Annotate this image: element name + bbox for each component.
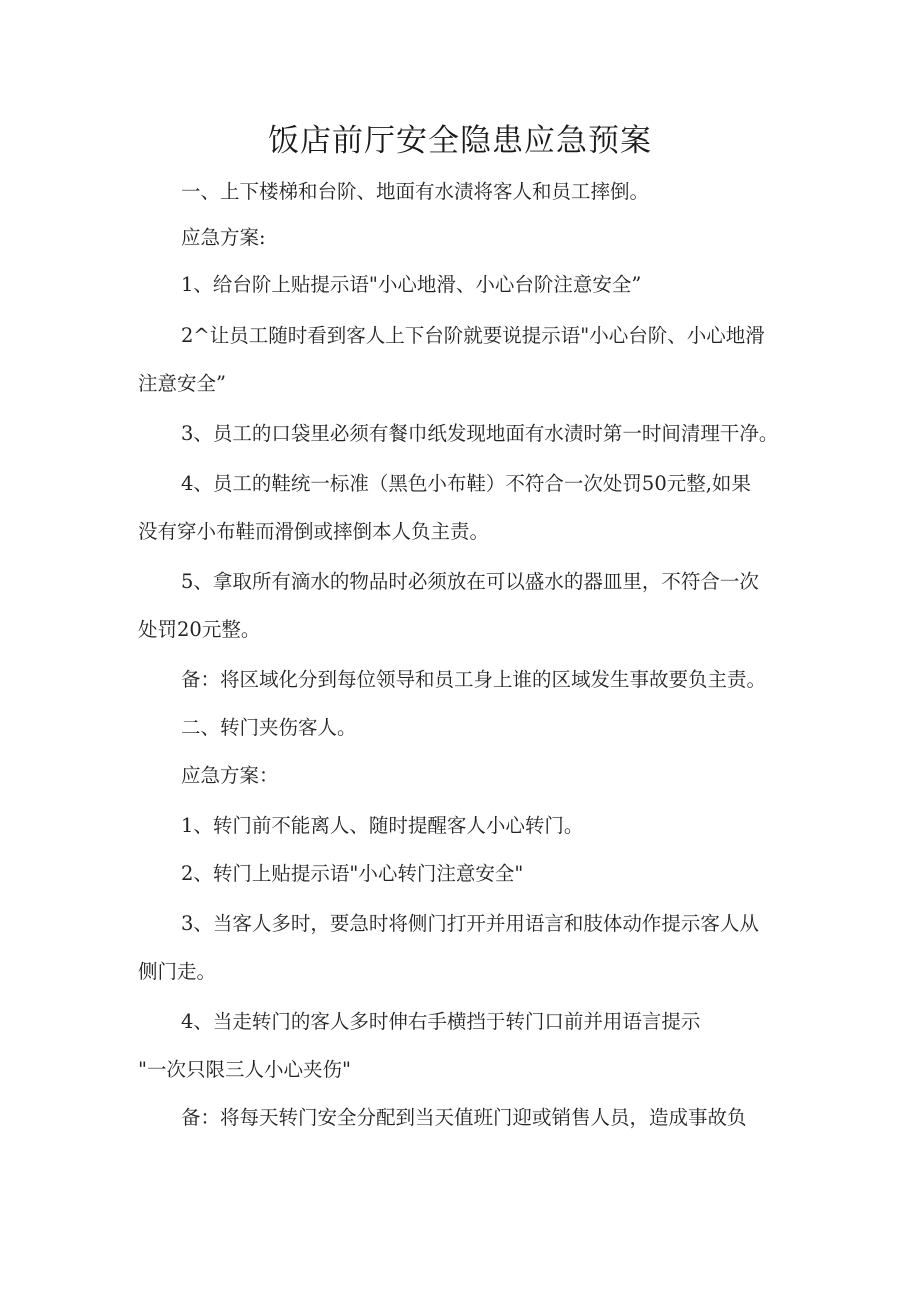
paragraph-4-line-1: 2^让员工随时看到客人上下台阶就要说提示语"小心台阶、小心地滑 <box>181 324 765 347</box>
paragraph-1: 一、上下楼梯和台阶、地面有水渍将客人和员工摔倒。 <box>181 180 650 203</box>
paragraph-7-line-1: 5、拿取所有滴水的物品时必须放在可以盛水的器皿里，不符合一次 <box>181 570 759 593</box>
paragraph-12: 2、转门上贴提示语"小心转门注意安全" <box>181 862 524 885</box>
paragraph-8: 备：将区域化分到每位领导和员工身上谁的区域发生事故要负主责。 <box>181 668 767 691</box>
paragraph-6-line-2: 没有穿小布鞋而滑倒或摔倒本人负主责。 <box>138 520 490 543</box>
paragraph-7-line-2: 处罚20元整。 <box>138 618 261 641</box>
paragraph-4-line-2: 注意安全” <box>138 372 226 395</box>
paragraph-6-line-1: 4、员工的鞋统一标准（黑色小布鞋）不符合一次处罚50元整,如果 <box>181 472 751 495</box>
paragraph-15: 备：将每天转门安全分配到当天值班门迎或销售人员，造成事故负 <box>181 1106 747 1129</box>
paragraph-13-line-2: 侧门走。 <box>138 960 217 983</box>
paragraph-14-line-1: 4、当走转门的客人多时伸右手横挡于转门口前并用语言提示 <box>181 1010 701 1033</box>
paragraph-5: 3、员工的口袋里必须有餐巾纸发现地面有水渍时第一时间清理干净。 <box>181 422 779 445</box>
paragraph-10: 应急方案： <box>181 764 279 787</box>
paragraph-3: 1、给台阶上贴提示语"小心地滑、小心台阶注意安全” <box>181 273 642 296</box>
paragraph-11: 1、转门前不能离人、随时提醒客人小心转门。 <box>181 814 584 837</box>
paragraph-13-line-1: 3、当客人多时，要急时将侧门打开并用语言和肢体动作提示客人从 <box>181 912 759 935</box>
paragraph-9: 二、转门夹伤客人。 <box>181 716 357 739</box>
paragraph-2: 应急方案: <box>181 226 266 249</box>
paragraph-14-line-2: "一次只限三人小心夹伤" <box>138 1058 351 1081</box>
document-title: 饭店前厅安全隐患应急预案 <box>268 123 652 159</box>
